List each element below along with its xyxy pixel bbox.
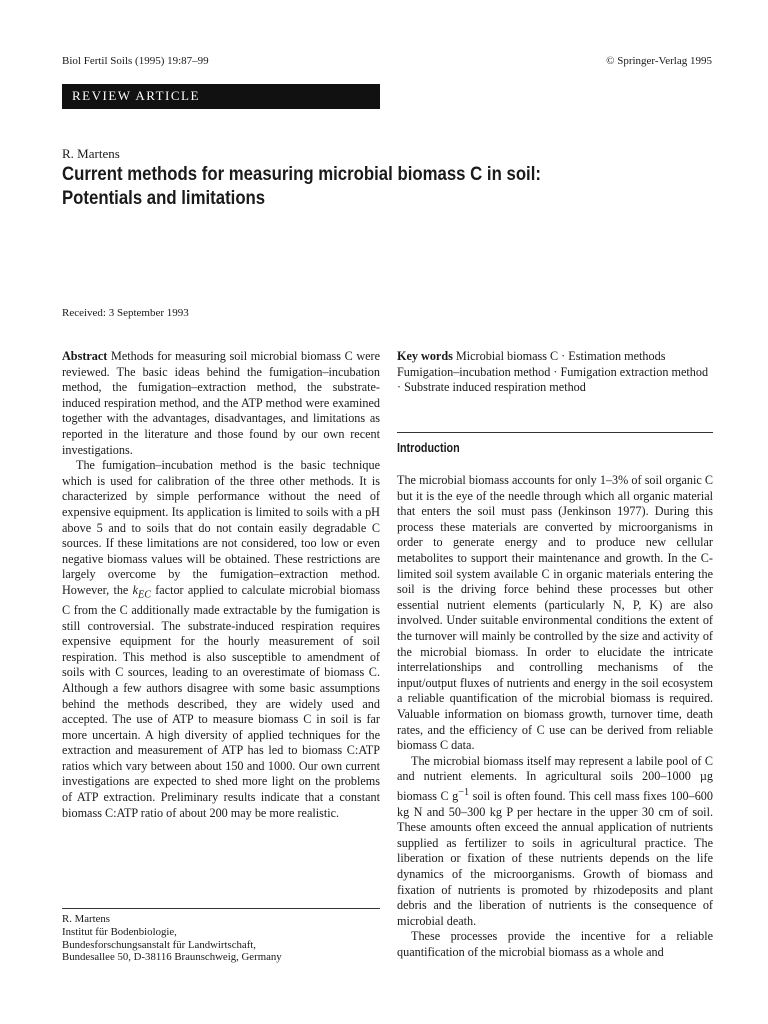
intro-superscript: −1 [458, 786, 470, 798]
title-line-1: Current methods for measuring microbial biomass C in soil: [62, 163, 541, 185]
intro-paragraph-1: The microbial biomass accounts for only 1–3% of soil organic C but it is the eye of the needle through which all organic material that enters the soil must pass (Jenkinson 1977). During this process these materials are converted by microorganisms in order to generate energy and to produce new cellular metabolites to support their maintenance and growth. In the C-limited soil system available C in organic materials entering the soil is the driving force behind these processes but other essential nutrient elements (particularly N, P, K) are also involved. Under suitable environmental conditions the extent of the turnover will mainly be controlled by the size and activity of the microbial biomass. In order to elucidate the intricate interrelationships and controlling mechanisms of the input/output fluxes of nutrients and energy in the soil ecosystem a reliable quantification of the microbial biomass is required. Valuable information on biomass growth, turnover time, death rates, and the efficiency of C use can be derived from reliable biomass C data. [397, 473, 713, 753]
kec-letter: k [132, 582, 138, 597]
abstract-paragraph-1 [62, 349, 380, 458]
author-name: R. Martens [62, 146, 120, 161]
received-date: Received: 3 September 1993 [62, 307, 189, 319]
introduction-heading: Introduction [397, 441, 460, 455]
publisher-copyright: © Springer-Verlag 1995 [606, 55, 712, 67]
intro-text-2b: soil is often found. This cell mass fixes 100–600 kg N and 50–300 kg P per hectare in the upper 30 cm of soil. These amounts often exceed the annual application of nutrients supplied as fertilizer to soils in agricultural practice. The liberation or fixation of these nutrients depends on the life dynamics of the microorganisms. Growth of biomass and fixation of nutrients is promoted by rhizodeposits and plant debris and the liberation of nutrients is the consequence of microbial death. [397, 788, 713, 928]
author-address [62, 913, 282, 964]
address-line: Bundesforschungsanstalt für Landwirtschaft, [62, 938, 256, 951]
abstract-text-2a: The fumigation–incubation method is the basic technique which is used for calibration of the three other methods. It is characterized by simple performance without the need of expensive equipment. Its application is limited to soils with a pH above 5 and to soils that do not contain easily degradable C sources. If these limitations are not considered, too low or even negative biomass values will be obtained. These restrictions are largely overcome by the fumigation–extraction method. However, the [62, 458, 380, 597]
abstract-column [62, 349, 380, 821]
kec-subscript: EC [137, 589, 151, 601]
abstract-paragraph-2 [62, 458, 380, 821]
address-line: Bundesallee 50, D-38116 Braunschweig, Germany [62, 951, 282, 964]
abstract-label: Abstract [62, 349, 108, 363]
kec-symbol [132, 582, 151, 601]
title-line-2: Potentials and limitations [62, 187, 266, 209]
section-divider [397, 432, 713, 433]
section-banner [62, 84, 380, 109]
section-label: REVIEW ARTICLE [72, 88, 200, 103]
address-line: R. Martens [62, 913, 110, 925]
address-line: Institut für Bodenbiologie, [62, 925, 177, 938]
intro-paragraph-2 [397, 754, 713, 930]
keywords-text: Microbial biomass C · Estimation methods Fumigation–incubation method · Fumigation extraction method · Substrate induced respiration method [397, 349, 709, 395]
intro-text-2a: The microbial biomass itself may represent a labile pool of C and nutrient elements. In agricultural soils 200–1000 µg biomass C g [397, 753, 713, 803]
keywords-block [397, 349, 713, 396]
keywords-label: Key words [397, 349, 453, 363]
abstract-text-1: Methods for measuring soil microbial biomass C were reviewed. The basic ideas behind the fumigation–incubation method, the fumigation–extraction method, the substrate-induced respiration method, and the ATP method were examined together with the advantages, disadvantages, and limitations as reported in the literature and those found by our own recent investigations. [62, 349, 381, 457]
journal-citation: Biol Fertil Soils (1995) 19:87–99 [62, 55, 209, 67]
abstract-text-2b: factor applied to calculate microbial biomass C from the C additionally made extractable by the fumigation is still controversial. The substrate-induced respiration requires expensive equipment for the hourly measurement of soil respiration. This method is also susceptible to amendment of soils with C sources, leading to an overestimate of biomass C. Although a few authors disagree with some basic assumptions behind the methods described, they are widely used and accepted. The use of ATP to measure biomass C in soil is far more uncertain. A high diversity of applied techniques for the extraction and measurement of ATP has led to biomass C:ATP ratios which vary between about 150 and 1000. Our own current investigations are expected to shed more light on the problems of ATP extraction. Preliminary results indicate that a constant biomass C:ATP ratio of about 200 may be more realistic. [62, 582, 380, 820]
address-divider [62, 908, 380, 909]
introduction-column [397, 473, 713, 960]
article-title [62, 162, 612, 210]
intro-paragraph-3: These processes provide the incentive for a reliable quantification of the microbial biomass as a whole and [397, 929, 713, 959]
